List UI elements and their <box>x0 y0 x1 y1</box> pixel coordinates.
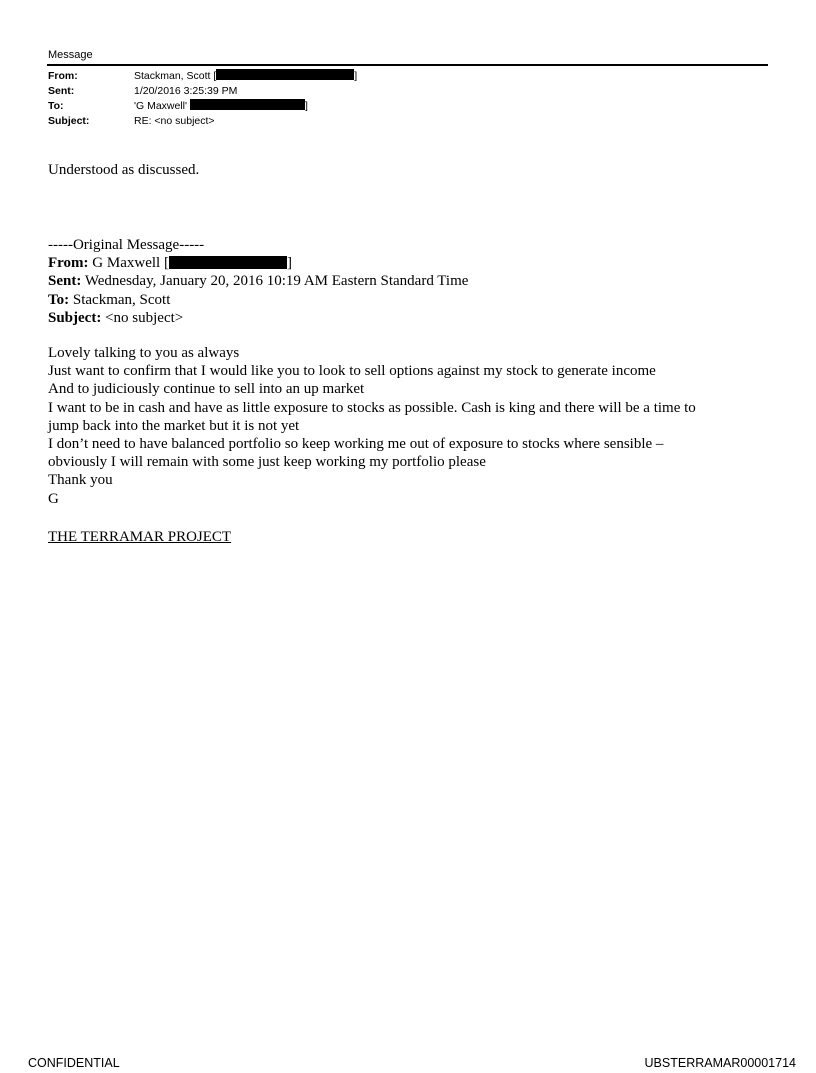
original-subject-row: Subject: <no subject> <box>48 309 184 326</box>
original-message-header <box>48 236 768 327</box>
subject-label: Subject: <box>48 115 90 127</box>
body-line: Thank you <box>48 472 113 489</box>
original-to-row: To: Stackman, Scott <box>48 291 171 308</box>
to-label: To: <box>48 100 64 112</box>
body-line: I don’t need to have balanced portfolio so keep working me out of exposure to stocks where sensible – <box>48 435 664 452</box>
sent-label: Sent: <box>48 85 75 97</box>
body-line: obviously I will remain with some just keep working my portfolio please <box>48 454 486 471</box>
from-label: From: <box>48 70 78 82</box>
header-divider <box>47 64 768 66</box>
from-value: Stackman, Scott [ ] <box>134 70 358 82</box>
original-from-row: From: G Maxwell [ ] <box>48 255 292 272</box>
redaction-bar <box>190 99 305 110</box>
body-line: jump back into the market but it is not yet <box>48 417 300 434</box>
body-line: G <box>48 490 59 507</box>
original-separator: -----Original Message----- <box>48 237 205 253</box>
redaction-bar <box>216 69 354 80</box>
message-body <box>48 344 773 508</box>
terramar-project-link[interactable]: THE TERRAMAR PROJECT <box>48 529 232 545</box>
sent-value: 1/20/2016 3:25:39 PM <box>134 85 238 97</box>
bates-number-footer: UBSTERRAMAR00001714 <box>644 1056 796 1070</box>
body-line: Lovely talking to you as always <box>48 345 240 361</box>
body-line: And to judiciously continue to sell into an up market <box>48 381 365 398</box>
reply-text: Understood as discussed. <box>48 162 200 178</box>
subject-value: RE: <no subject> <box>134 115 215 127</box>
message-label: Message <box>48 49 93 61</box>
body-line: Just want to confirm that I would like you to look to sell options against my stock to generate income <box>48 363 656 380</box>
to-value: 'G Maxwell' ] <box>134 100 308 112</box>
confidential-footer: CONFIDENTIAL <box>28 1056 120 1070</box>
redaction-bar <box>169 256 287 269</box>
original-sent-row: Sent: Wednesday, January 20, 2016 10:19 AM Eastern Standard Time <box>48 273 469 290</box>
body-line: I want to be in cash and have as little exposure to stocks as possible. Cash is king and there will be a time to <box>48 399 696 416</box>
